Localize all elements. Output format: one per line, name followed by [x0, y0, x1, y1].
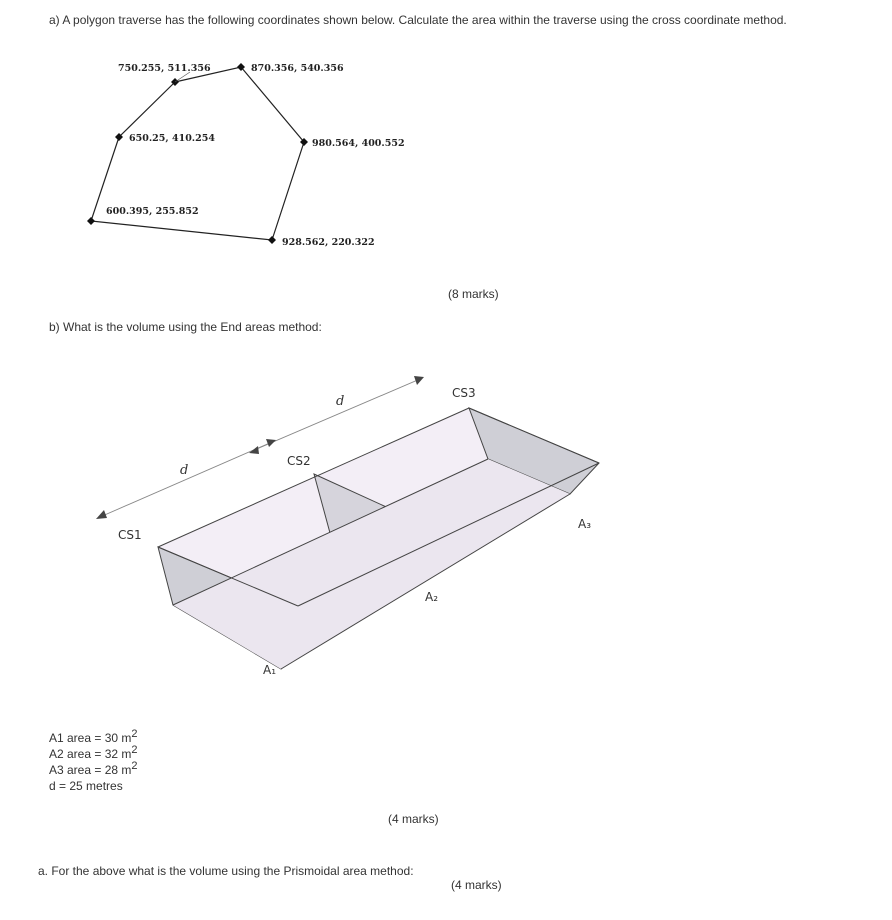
a1-label: A₁ — [263, 663, 277, 677]
a3-area-text: A3 area = 28 m — [49, 763, 132, 777]
a2-area-value — [49, 746, 138, 762]
cs1-label: CS1 — [118, 528, 142, 542]
question-b-marks: (4 marks) — [388, 812, 439, 826]
question-a-text: a) A polygon traverse has the following coordinates shown below. Calculate the area within the traverse using the cross coordinate method. — [49, 13, 787, 27]
a1-area-text: A1 area = 30 m — [49, 731, 132, 745]
a1-area-exponent: 2 — [131, 728, 138, 740]
question-c-marks: (4 marks) — [451, 878, 502, 892]
a2-label: A₂ — [425, 590, 439, 604]
a2-area-exponent: 2 — [131, 744, 138, 756]
dimension-arrowhead — [414, 376, 424, 385]
given-values — [49, 730, 138, 794]
dimension-arrowhead — [96, 510, 107, 519]
question-a-marks: (8 marks) — [448, 287, 499, 301]
cs2-label: CS2 — [287, 454, 311, 468]
question-b-text: b) What is the volume using the End areas method: — [49, 320, 322, 334]
traverse-point-label: 928.562, 220.322 — [282, 237, 375, 248]
traverse-point-label: 650.25, 410.254 — [129, 133, 215, 144]
dimension-arrowhead — [266, 439, 276, 447]
a1-area-value — [49, 730, 138, 746]
a2-area-text: A2 area = 32 m — [49, 747, 132, 761]
traverse-point-label: 870.356, 540.356 — [251, 63, 344, 74]
distance-value: d = 25 metres — [49, 779, 123, 793]
question-c-text: a. For the above what is the volume using the Prismoidal area method: — [38, 864, 414, 878]
dimension-arrowhead — [249, 446, 259, 454]
traverse-point-label: 750.255, 511.356 — [118, 63, 211, 74]
a3-area-exponent: 2 — [131, 760, 138, 772]
traverse-point-label: 600.395, 255.852 — [106, 206, 199, 217]
a3-area-value — [49, 762, 138, 778]
traverse-point-label: 980.564, 400.552 — [312, 138, 405, 149]
distance-d-label: d — [336, 394, 345, 409]
cs3-label: CS3 — [452, 386, 476, 400]
distance-d-label: d — [180, 463, 189, 478]
a3-label: A₃ — [578, 517, 592, 531]
